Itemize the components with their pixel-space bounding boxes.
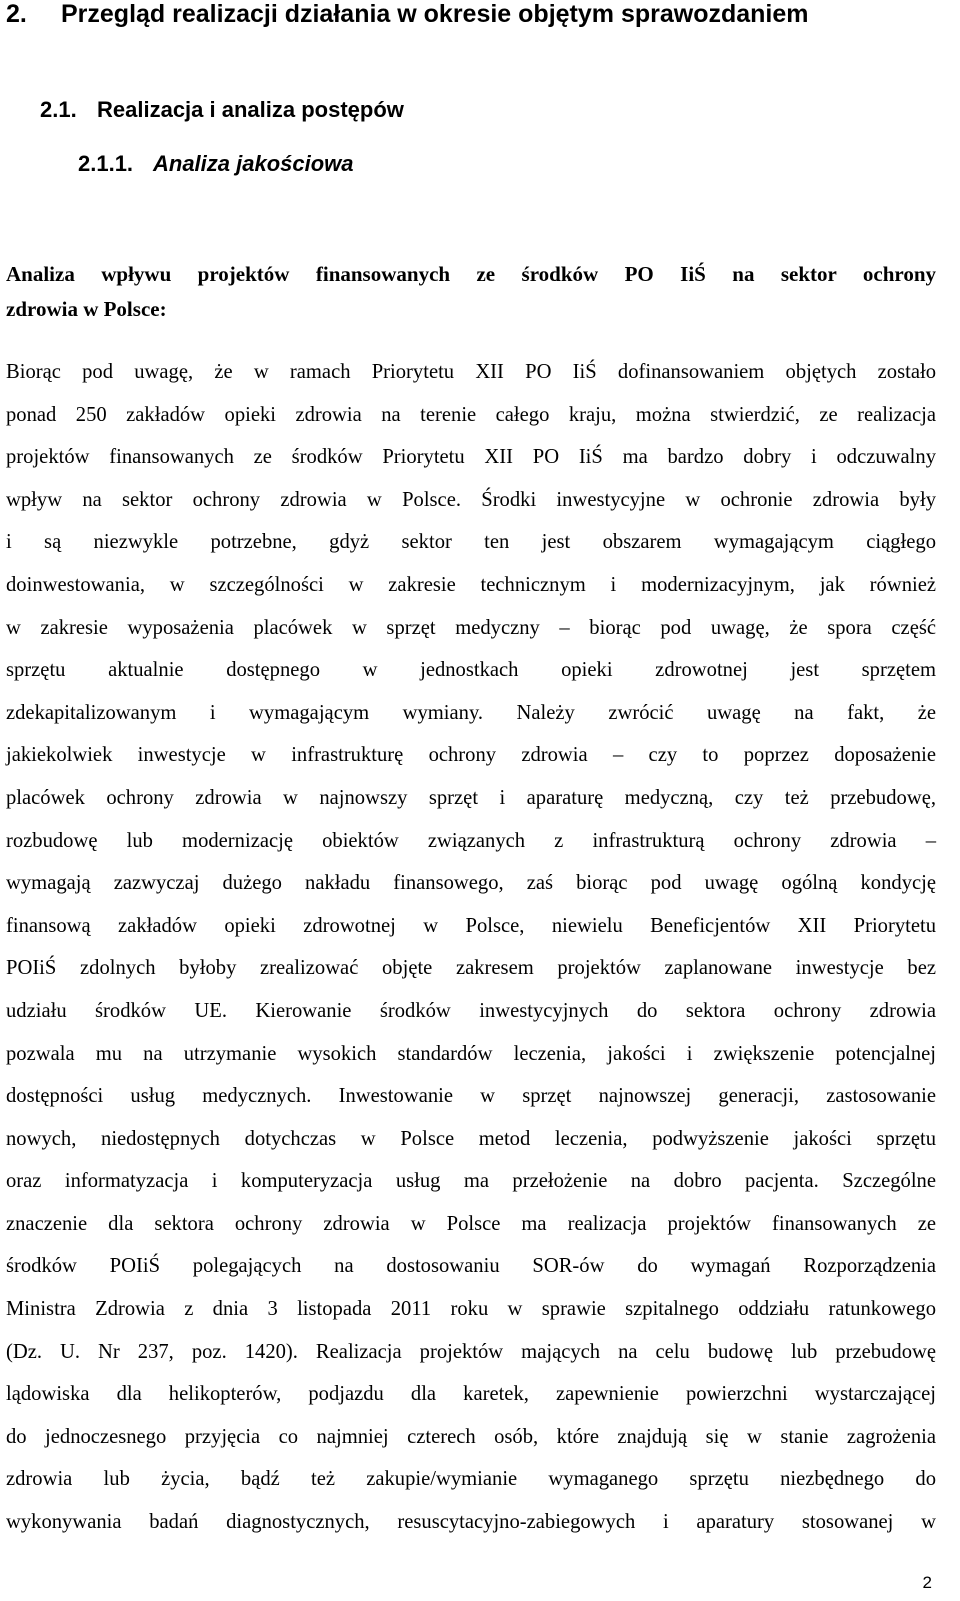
intro-line: Analiza wpływu projektów finansowanych ze środków PO IiŚ na sektor ochrony (6, 262, 936, 286)
body-line: dostępności usług medycznych. Inwestowanie w sprzęt najnowszej generacji, zastosowanie (6, 1085, 936, 1108)
intro-line: zdrowia w Polsce: (6, 297, 167, 321)
body-line: lądowiska dla helikopterów, podjazdu dla karetek, zapewnienie powierzchni wystarczającej (6, 1383, 936, 1406)
body-line: nowych, niedostępnych dotychczas w Polsce metod leczenia, podwyższenie jakości sprzętu (6, 1127, 936, 1150)
body-paragraph (6, 351, 936, 1544)
section-heading-2 (40, 94, 404, 126)
body-line: środków POIiŚ polegających na dostosowaniu SOR-ów do wymagań Rozporządzenia (6, 1255, 936, 1278)
body-line: POIiŚ zdolnych byłoby zrealizować objęte zakresem projektów zaplanowane inwestycje bez (6, 957, 936, 980)
body-line: jakiekolwiek inwestycje w infrastrukturę ochrony zdrowia – czy to poprzez doposażenie (6, 744, 936, 767)
body-line: zdekapitalizowanym i wymagającym wymiany. Należy zwrócić uwagę na fakt, że (6, 701, 936, 724)
body-line: ponad 250 zakładów opieki zdrowia na terenie całego kraju, można stwierdzić, ze realizacja (6, 403, 936, 426)
section-heading-3 (78, 148, 354, 180)
body-line: (Dz. U. Nr 237, poz. 1420). Realizacja projektów mających na celu budowę lub przebudowę (6, 1340, 936, 1363)
section-heading-2-text: Realizacja i analiza postępów (97, 97, 404, 122)
body-line: Biorąc pod uwagę, że w ramach Priorytetu XII PO IiŚ dofinansowaniem objętych zostało (6, 361, 936, 383)
body-line: i są niezwykle potrzebne, gdyż sektor ten jest obszarem wymagającym ciągłego (6, 531, 936, 554)
body-line: oraz informatyzacja i komputeryzacja usług ma przełożenie na dobro pacjenta. Szczególne (6, 1170, 936, 1193)
body-line: wpływ na sektor ochrony zdrowia w Polsce. Środki inwestycyjne w ochronie zdrowia były (6, 488, 936, 511)
section-heading-1 (6, 0, 809, 32)
body-line: wykonywania badań diagnostycznych, resuscytacyjno-zabiegowych i aparatury stosowanej w (6, 1511, 936, 1534)
body-line: projektów finansowanych ze środków Priorytetu XII PO IiŚ ma bardzo dobry i odczuwalny (6, 446, 936, 469)
body-line: do jednoczesnego przyjęcia co najmniej czterech osób, które znajdują się w stanie zagrożenia (6, 1425, 936, 1448)
section-heading-3-text: Analiza jakościowa (153, 151, 354, 176)
body-line: doinwestowania, w szczególności w zakresie technicznym i modernizacyjnym, jak również (6, 573, 936, 596)
body-line: rozbudowę lub modernizację obiektów związanych z infrastrukturą ochrony zdrowia – (6, 829, 936, 852)
page-number: 2 (922, 1573, 932, 1592)
body-line: zdrowia lub życia, bądź też zakupie/wymianie wymaganego sprzętu niezbędnego do (6, 1468, 936, 1491)
body-line: finansową zakładów opieki zdrowotnej w Polsce, niewielu Beneficjentów XII Priorytetu (6, 914, 936, 937)
section-heading-2-number: 2.1. (40, 97, 77, 122)
body-line: placówek ochrony zdrowia w najnowszy sprzęt i aparaturę medyczną, czy też przebudowę, (6, 786, 936, 809)
body-line: Ministra Zdrowia z dnia 3 listopada 2011 roku w sprawie szpitalnego oddziału ratunkowego (6, 1298, 936, 1321)
section-heading-3-number: 2.1.1. (78, 151, 134, 176)
body-line: pozwala mu na utrzymanie wysokich standardów leczenia, jakości i zwiększenie potencjalnej (6, 1042, 936, 1065)
body-line: znaczenie dla sektora ochrony zdrowia w Polsce ma realizacja projektów finansowanych ze (6, 1212, 936, 1235)
intro-paragraph (6, 257, 936, 327)
body-line: sprzętu aktualnie dostępnego w jednostkach opieki zdrowotnej jest sprzętem (6, 659, 936, 682)
body-line: w zakresie wyposażenia placówek w sprzęt medyczny – biorąc pod uwagę, że spora część (6, 616, 936, 639)
section-heading-1-number: 2. (6, 0, 27, 28)
section-heading-1-text: Przegląd realizacji działania w okresie objętym sprawozdaniem (61, 0, 809, 28)
body-line: wymagają zazwyczaj dużego nakładu finansowego, zaś biorąc pod uwagę ogólną kondycję (6, 872, 936, 895)
body-line: udziału środków UE. Kierowanie środków inwestycyjnych do sektora ochrony zdrowia (6, 999, 936, 1022)
